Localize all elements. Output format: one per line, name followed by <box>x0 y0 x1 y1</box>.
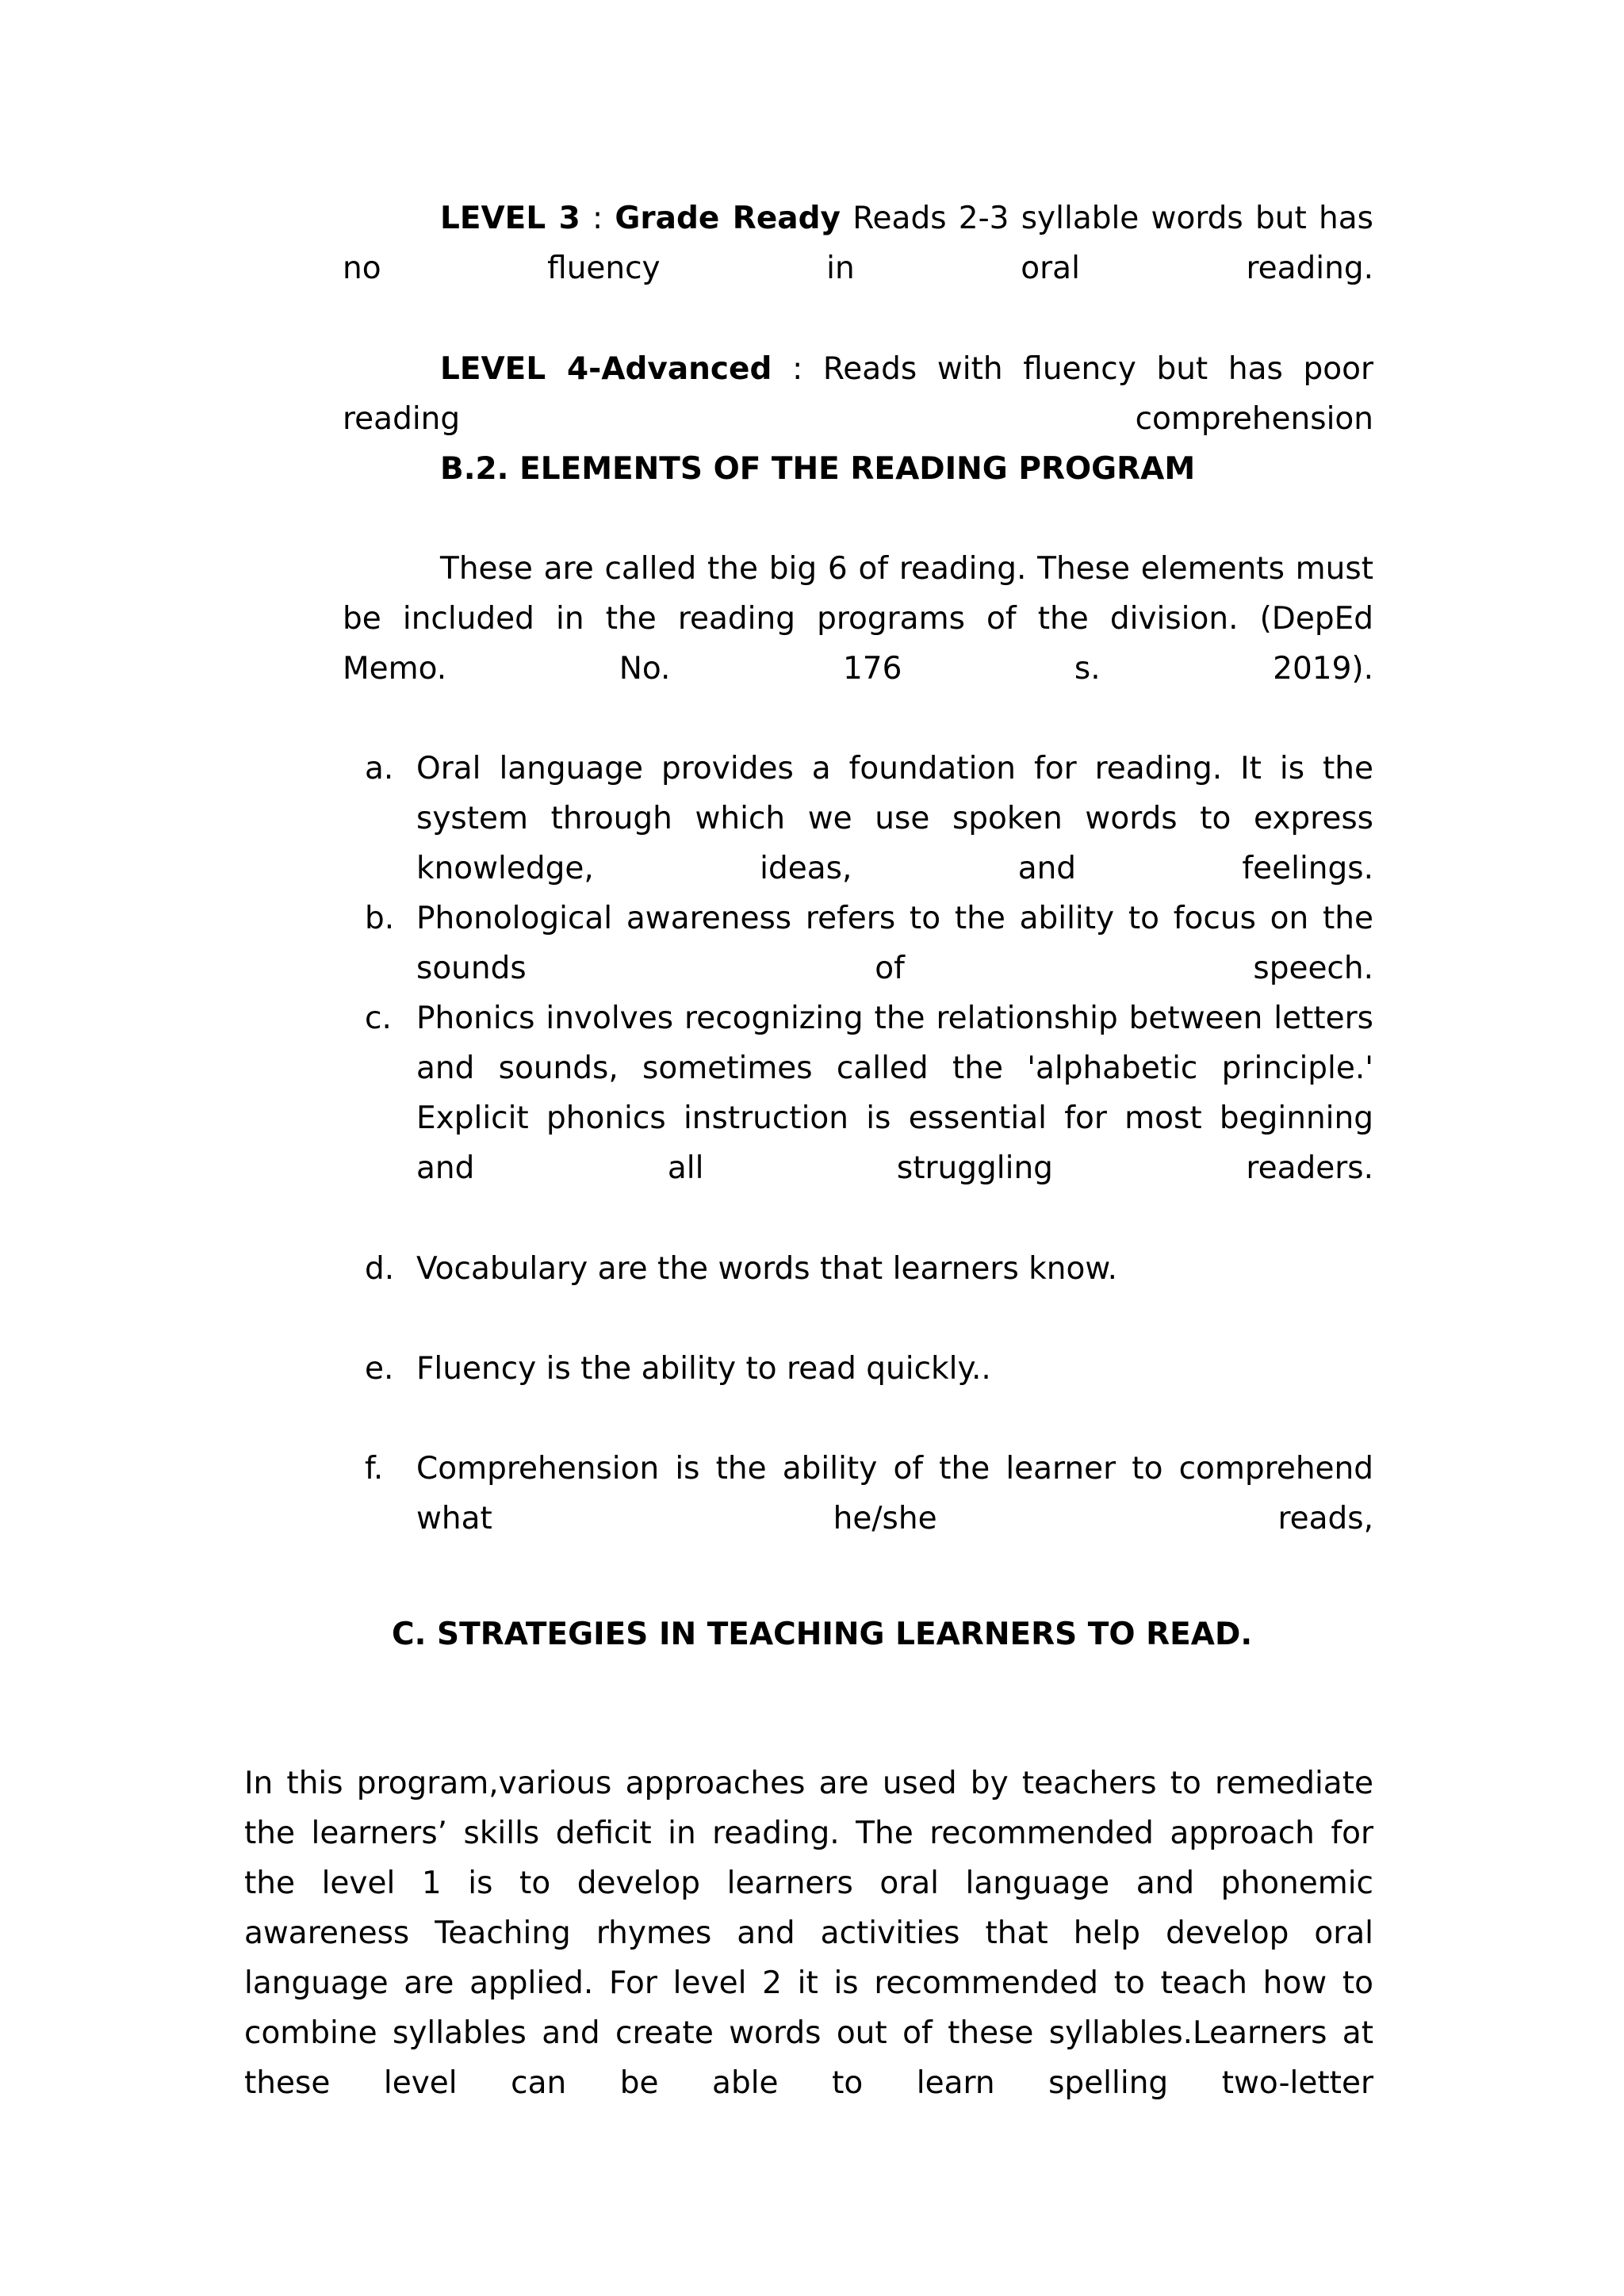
level-3-description <box>343 193 1373 293</box>
list-item-text: Phonics involves recognizing the relationship between letters and sounds, sometimes called the 'alphabetic principle.' Explicit phonics instruction is essential for most beginning and all struggling readers. <box>416 1001 1373 1186</box>
section-b2-intro: These are called the big 6 of reading. These elements must be included in the reading programs of the division. (DepEd Memo. No. 176 s. 2019). <box>343 551 1373 687</box>
list-item-letter: a. <box>365 751 394 786</box>
list-item-text: Oral language provides a foundation for reading. It is the system through which we use spoken words to express knowledge, ideas, and feelings. <box>416 751 1373 886</box>
list-item-text: Comprehension is the ability of the learner to comprehend what he/she reads, <box>416 1451 1373 1536</box>
list-item-text: Vocabulary are the words that learners know. <box>416 1251 1118 1287</box>
list-item-text: Phonological awareness refers to the ability to focus on the sounds of speech. <box>416 901 1373 986</box>
list-item-letter: d. <box>365 1251 395 1287</box>
section-c-heading: C. STRATEGIES IN TEACHING LEARNERS TO READ. <box>392 1617 1253 1652</box>
list-item-letter: c. <box>365 1001 392 1036</box>
section-c-paragraph: In this program,various approaches are used by teachers to remediate the learners’ skills deficit in reading. The recommended approach for the level 1 is to develop learners oral language and phonemic awareness Teaching rhymes and activities that help develop oral language are applied. For level 2 it is recommended to teach how to combine syllables and create words out of these syllables.Learners at these level can be able to learn spelling two-letter <box>244 1766 1373 2101</box>
level-4-label: LEVEL 4-Advanced <box>440 351 772 387</box>
level-3-name: Grade Ready <box>615 201 841 236</box>
list-item-letter: b. <box>365 901 395 936</box>
list-item-letter: e. <box>365 1351 394 1387</box>
level-4-description <box>343 344 1373 444</box>
list-item-letter: f. <box>365 1451 384 1487</box>
level-3-label: LEVEL 3 <box>440 201 580 236</box>
level-4-text: : Reads with fluency but has poor reading comprehension <box>343 351 1373 437</box>
level-3-separator: : <box>580 201 615 236</box>
section-b2-heading: B.2. ELEMENTS OF THE READING PROGRAM <box>440 451 1196 487</box>
level-3-text: Reads 2-3 syllable words but has no fluency in oral reading. <box>343 201 1373 286</box>
list-item-text: Fluency is the ability to read quickly.. <box>416 1351 991 1387</box>
